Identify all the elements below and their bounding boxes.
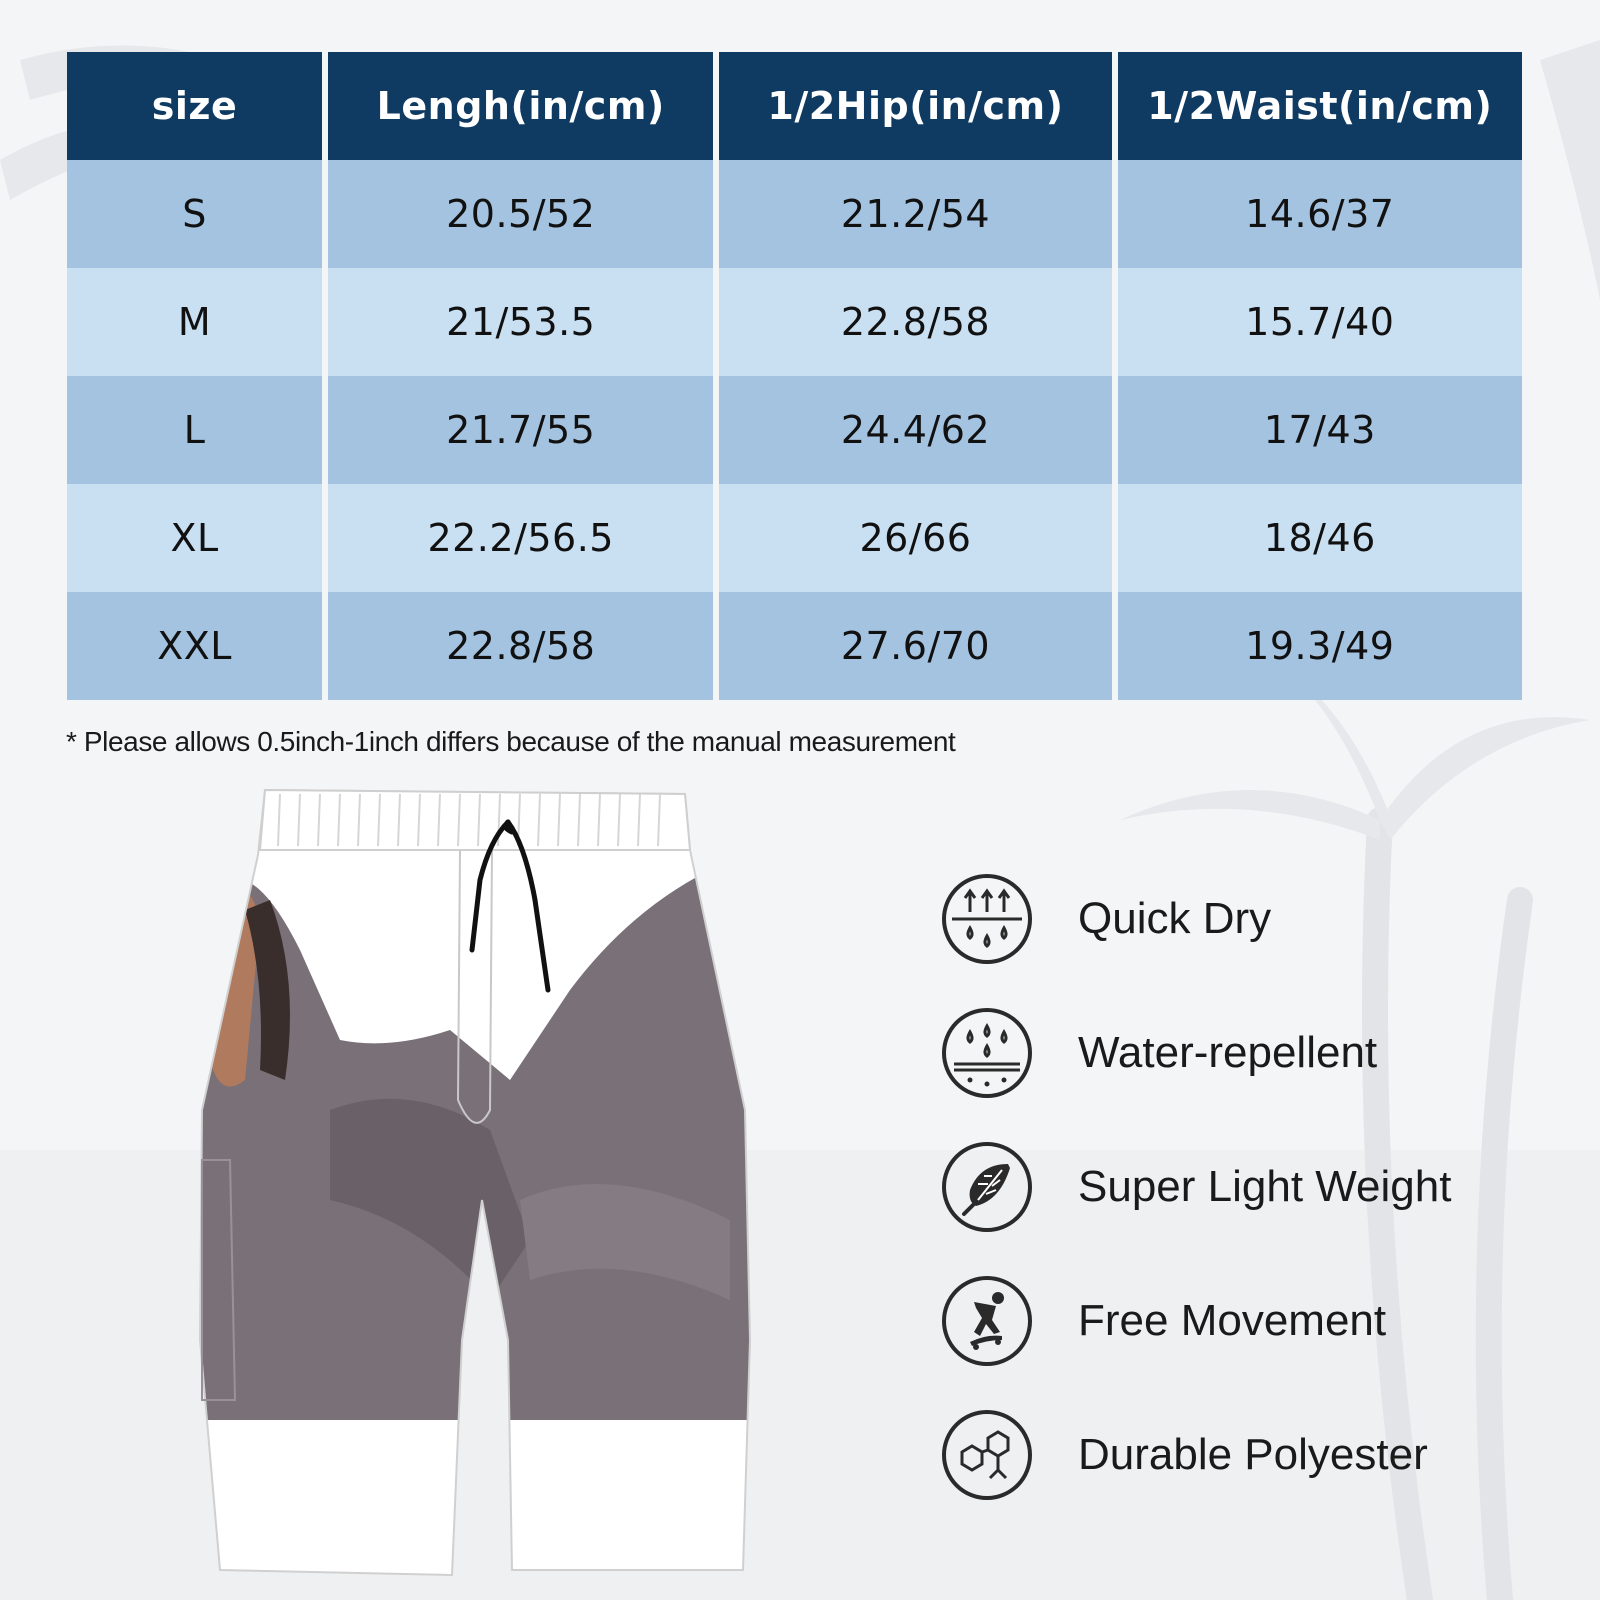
table-cell: 17/43 (1118, 376, 1522, 484)
quick-dry-icon (940, 872, 1034, 966)
table-cell: 21/53.5 (328, 268, 713, 376)
size-chart-table (61, 52, 1528, 700)
feature-item (940, 1140, 1580, 1240)
table-cell: 26/66 (719, 484, 1111, 592)
table-cell: L (67, 376, 322, 484)
table-cell: 21.2/54 (719, 160, 1111, 268)
measurement-note: * Please allows 0.5inch-1inch differs because of the manual measurement (66, 726, 956, 757)
table-cell: S (67, 160, 322, 268)
table-header-row (67, 52, 1522, 160)
table-cell: M (67, 268, 322, 376)
water-repellent-icon (940, 1006, 1034, 1100)
table-cell: 21.7/55 (328, 376, 713, 484)
table-cell: 15.7/40 (1118, 268, 1522, 376)
molecule-icon (940, 1408, 1034, 1502)
table-row (67, 268, 1522, 376)
table-row (67, 592, 1522, 700)
feature-item (940, 1408, 1580, 1508)
feature-label: Water-repellent (1078, 1028, 1378, 1077)
table-row (67, 484, 1522, 592)
column-header: 1/2Waist(in/cm) (1118, 52, 1522, 160)
table-cell: XL (67, 484, 322, 592)
table-cell: 22.8/58 (719, 268, 1111, 376)
table-cell: 22.8/58 (328, 592, 713, 700)
feature-item (940, 872, 1580, 972)
feature-label: Durable Polyester (1078, 1430, 1428, 1479)
feature-label: Super Light Weight (1078, 1162, 1452, 1211)
table-row (67, 376, 1522, 484)
feature-label: Quick Dry (1078, 894, 1272, 943)
table-cell: 22.2/56.5 (328, 484, 713, 592)
feature-item (940, 1006, 1580, 1106)
table-cell: 18/46 (1118, 484, 1522, 592)
feature-item (940, 1274, 1580, 1374)
table-cell: 24.4/62 (719, 376, 1111, 484)
table-cell: XXL (67, 592, 322, 700)
feather-icon (940, 1140, 1034, 1234)
column-header: Lengh(in/cm) (328, 52, 713, 160)
column-header: 1/2Hip(in/cm) (719, 52, 1111, 160)
skateboarder-icon (940, 1274, 1034, 1368)
shorts-image (190, 780, 780, 1580)
table-cell: 20.5/52 (328, 160, 713, 268)
table-cell: 19.3/49 (1118, 592, 1522, 700)
table-row (67, 160, 1522, 268)
feature-label: Free Movement (1078, 1296, 1387, 1345)
column-header: size (67, 52, 322, 160)
table-cell: 14.6/37 (1118, 160, 1522, 268)
table-cell: 27.6/70 (719, 592, 1111, 700)
